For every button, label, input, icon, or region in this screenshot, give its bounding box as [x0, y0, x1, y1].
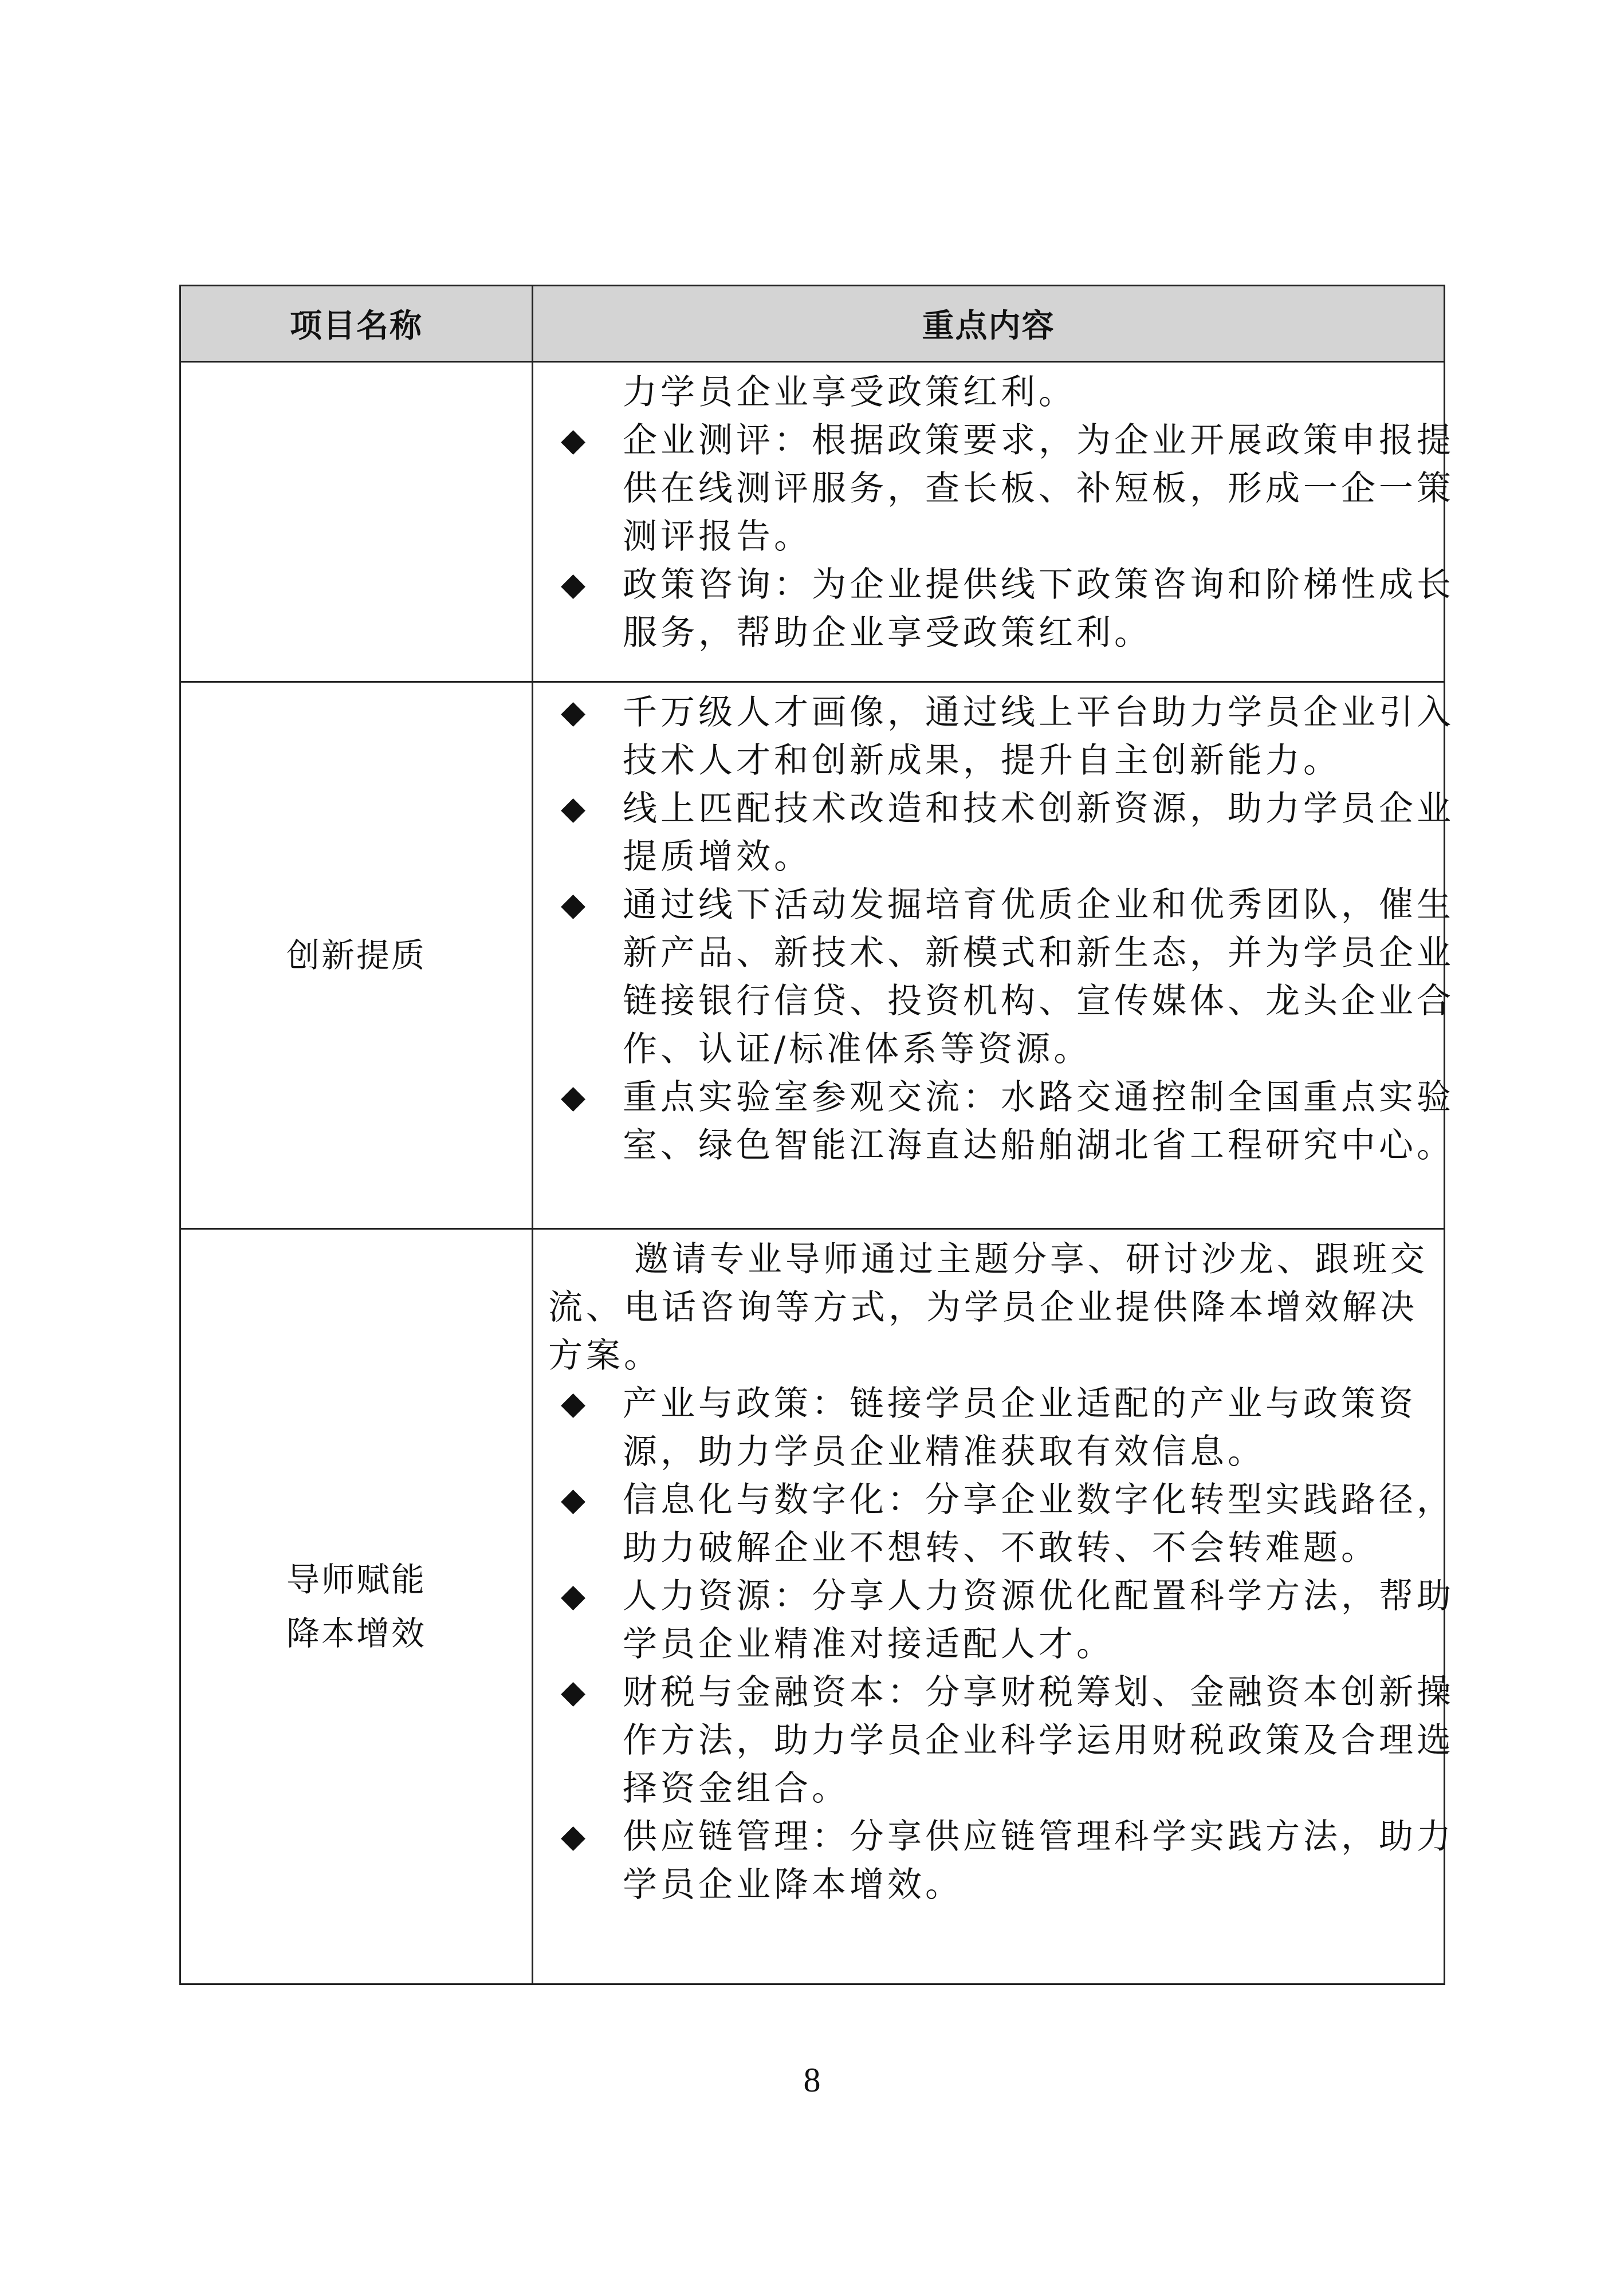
row-content-cell	[533, 362, 1454, 682]
row-content-cell	[533, 682, 1454, 1229]
bullet-item: ◆ 线上匹配技术改造和技术创新资源，助力学员企业 提质增效。	[554, 785, 1429, 881]
bullet-item: ◆ 供应链管理：分享供应链管理科学实践方法，助力 学员企业降本增效。	[554, 1813, 1429, 1909]
intro-paragraph-line: 邀请专业导师通过主题分享、研讨沙龙、跟班交	[634, 1239, 1428, 1279]
bullet-item: ◆ 企业测评：根据政策要求，为企业开展政策申报提 供在线测评服务，查长板、补短板，形成一企一策 测评报告。	[554, 416, 1429, 561]
diamond-bullet-icon: ◆	[561, 1385, 586, 1422]
header-project-name: 项目名称	[180, 286, 533, 362]
diamond-bullet-icon: ◆	[561, 886, 586, 923]
diamond-bullet-icon: ◆	[561, 790, 586, 827]
row-name-line: 导师赋能	[286, 1560, 426, 1599]
header-key-content: 重点内容	[533, 286, 1445, 362]
diamond-bullet-icon: ◆	[561, 1577, 586, 1614]
bullet-item: ◆ 通过线下活动发掘培育优质企业和优秀团队，催生 新产品、新技术、新模式和新生态，并为学员企业 链接银行信贷、投资机构、宣传媒体、龙头企业合 作、认证/标准体系等资源。	[554, 881, 1429, 1073]
row-name-line: 降本增效	[286, 1614, 426, 1653]
table-row	[180, 362, 1445, 682]
bullet-item: ◆ 重点实验室参观交流：水路交通控制全国重点实验 室、绿色智能江海直达船舶湖北省工程研究中心。	[554, 1073, 1429, 1169]
bullet-item: ◆ 人力资源：分享人力资源优化配置科学方法，帮助 学员企业精准对接适配人才。	[554, 1572, 1429, 1668]
diamond-bullet-icon: ◆	[561, 566, 586, 603]
bullet-item: ◆ 产业与政策：链接学员企业适配的产业与政策资 源，助力学员企业精准获取有效信息。	[554, 1380, 1429, 1476]
diamond-bullet-icon: ◆	[561, 1078, 586, 1116]
diamond-bullet-icon: ◆	[561, 694, 586, 731]
row-content-cell	[533, 1229, 1454, 1984]
continued-text: 力学员企业享受政策红利。	[623, 372, 1076, 412]
bullet-item: ◆ 政策咨询：为企业提供线下政策咨询和阶梯性成长 服务，帮助企业享受政策红利。	[554, 561, 1429, 657]
diamond-bullet-icon: ◆	[561, 422, 586, 459]
diamond-bullet-icon: ◆	[561, 1818, 586, 1855]
table-header-row	[180, 286, 1445, 362]
intro-paragraph-line: 流、电话咨询等方式，为学员企业提供降本增效解决	[548, 1287, 1418, 1328]
table-row	[180, 1229, 1445, 1984]
intro-paragraph-line: 方案。	[548, 1336, 662, 1376]
bullet-item: ◆ 信息化与数字化：分享企业数字化转型实践路径， 助力破解企业不想转、不敢转、不会转难题。	[554, 1476, 1429, 1572]
content-table	[179, 285, 1454, 1985]
table-row	[180, 682, 1445, 1229]
bullet-item: ◆ 财税与金融资本：分享财税筹划、金融资本创新操 作方法，助力学员企业科学运用财税政策及合理选 择资金组合。	[554, 1668, 1429, 1813]
bullet-item: ◆ 千万级人才画像，通过线上平台助力学员企业引入 技术人才和创新成果，提升自主创新能力。	[554, 688, 1429, 785]
diamond-bullet-icon: ◆	[561, 1673, 586, 1711]
row-name-innovation: 创新提质	[180, 682, 533, 1229]
diamond-bullet-icon: ◆	[561, 1481, 586, 1518]
row-name-cell	[180, 362, 533, 682]
row-name-mentor	[180, 1229, 533, 1984]
page-number: 8	[803, 2061, 821, 2099]
